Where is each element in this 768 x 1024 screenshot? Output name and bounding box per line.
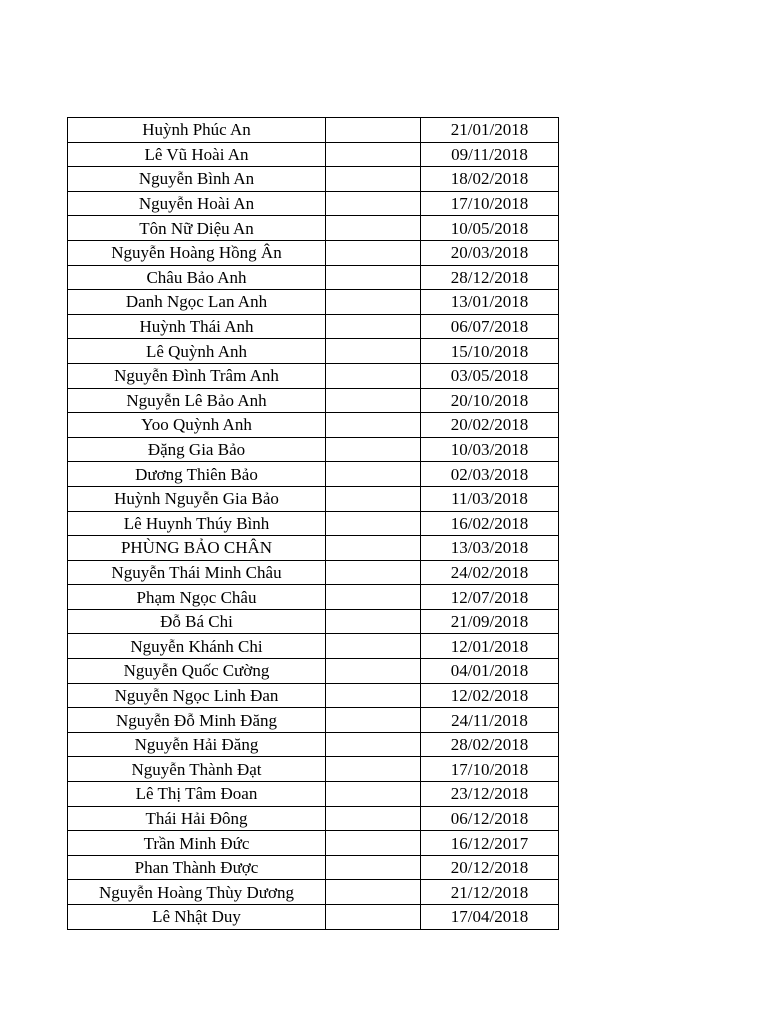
- student-name-cell: Nguyễn Thái Minh Châu: [68, 560, 326, 585]
- empty-cell: [326, 486, 421, 511]
- birth-date-cell: 15/10/2018: [421, 339, 559, 364]
- birth-date-cell: 10/03/2018: [421, 437, 559, 462]
- table-row: [68, 782, 559, 807]
- student-name-cell: Lê Huynh Thúy Bình: [68, 511, 326, 536]
- table-row: [68, 708, 559, 733]
- student-name-cell: Đỗ Bá Chi: [68, 609, 326, 634]
- student-name-cell: Nguyễn Hoài An: [68, 191, 326, 216]
- birth-date-cell: 06/07/2018: [421, 314, 559, 339]
- table-row: [68, 265, 559, 290]
- empty-cell: [326, 536, 421, 561]
- birth-date-cell: 21/12/2018: [421, 880, 559, 905]
- table-row: [68, 880, 559, 905]
- birth-date-cell: 11/03/2018: [421, 486, 559, 511]
- student-name-cell: Nguyễn Đỗ Minh Đăng: [68, 708, 326, 733]
- birth-date-cell: 18/02/2018: [421, 167, 559, 192]
- empty-cell: [326, 363, 421, 388]
- table-row: [68, 462, 559, 487]
- student-name-cell: Lê Thị Tâm Đoan: [68, 782, 326, 807]
- birth-date-cell: 20/12/2018: [421, 855, 559, 880]
- birth-date-cell: 12/01/2018: [421, 634, 559, 659]
- student-name-cell: Châu Bảo Anh: [68, 265, 326, 290]
- empty-cell: [326, 757, 421, 782]
- table-row: [68, 290, 559, 315]
- birth-date-cell: 13/01/2018: [421, 290, 559, 315]
- student-name-cell: Trần Minh Đức: [68, 831, 326, 856]
- empty-cell: [326, 142, 421, 167]
- student-table: [67, 117, 559, 930]
- table-row: [68, 634, 559, 659]
- empty-cell: [326, 659, 421, 684]
- student-name-cell: Lê Quỳnh Anh: [68, 339, 326, 364]
- birth-date-cell: 17/10/2018: [421, 191, 559, 216]
- birth-date-cell: 24/02/2018: [421, 560, 559, 585]
- empty-cell: [326, 708, 421, 733]
- table-row: [68, 855, 559, 880]
- table-row: [68, 142, 559, 167]
- empty-cell: [326, 806, 421, 831]
- empty-cell: [326, 314, 421, 339]
- student-name-cell: Lê Nhật Duy: [68, 905, 326, 930]
- table-row: [68, 609, 559, 634]
- student-name-cell: Phan Thành Được: [68, 855, 326, 880]
- student-name-cell: Nguyễn Ngọc Linh Đan: [68, 683, 326, 708]
- table-row: [68, 339, 559, 364]
- empty-cell: [326, 339, 421, 364]
- table-row: [68, 511, 559, 536]
- empty-cell: [326, 782, 421, 807]
- empty-cell: [326, 265, 421, 290]
- empty-cell: [326, 609, 421, 634]
- table-row: [68, 831, 559, 856]
- empty-cell: [326, 191, 421, 216]
- birth-date-cell: 13/03/2018: [421, 536, 559, 561]
- empty-cell: [326, 560, 421, 585]
- birth-date-cell: 04/01/2018: [421, 659, 559, 684]
- student-name-cell: Đặng Gia Bảo: [68, 437, 326, 462]
- table-row: [68, 388, 559, 413]
- table-row: [68, 486, 559, 511]
- empty-cell: [326, 831, 421, 856]
- student-name-cell: Nguyễn Quốc Cường: [68, 659, 326, 684]
- student-name-cell: Nguyễn Hoàng Hồng Ân: [68, 240, 326, 265]
- birth-date-cell: 24/11/2018: [421, 708, 559, 733]
- birth-date-cell: 17/04/2018: [421, 905, 559, 930]
- birth-date-cell: 20/02/2018: [421, 413, 559, 438]
- table-row: [68, 905, 559, 930]
- table-row: [68, 363, 559, 388]
- empty-cell: [326, 290, 421, 315]
- table-row: [68, 191, 559, 216]
- table-row: [68, 240, 559, 265]
- student-name-cell: Lê Vũ Hoài An: [68, 142, 326, 167]
- empty-cell: [326, 511, 421, 536]
- table-row: [68, 659, 559, 684]
- empty-cell: [326, 683, 421, 708]
- table-row: [68, 437, 559, 462]
- student-name-cell: Nguyễn Hải Đăng: [68, 732, 326, 757]
- student-name-cell: Nguyễn Thành Đạt: [68, 757, 326, 782]
- birth-date-cell: 20/10/2018: [421, 388, 559, 413]
- table-row: [68, 585, 559, 610]
- empty-cell: [326, 462, 421, 487]
- birth-date-cell: 23/12/2018: [421, 782, 559, 807]
- birth-date-cell: 17/10/2018: [421, 757, 559, 782]
- birth-date-cell: 16/12/2017: [421, 831, 559, 856]
- empty-cell: [326, 388, 421, 413]
- student-table-body: [68, 118, 559, 930]
- student-name-cell: Huỳnh Phúc An: [68, 118, 326, 143]
- birth-date-cell: 09/11/2018: [421, 142, 559, 167]
- empty-cell: [326, 855, 421, 880]
- table-row: [68, 118, 559, 143]
- table-row: [68, 757, 559, 782]
- birth-date-cell: 02/03/2018: [421, 462, 559, 487]
- table-row: [68, 806, 559, 831]
- student-name-cell: Nguyễn Lê Bảo Anh: [68, 388, 326, 413]
- table-row: [68, 560, 559, 585]
- student-name-cell: Yoo Quỳnh Anh: [68, 413, 326, 438]
- student-name-cell: Tôn Nữ Diệu An: [68, 216, 326, 241]
- empty-cell: [326, 634, 421, 659]
- birth-date-cell: 16/02/2018: [421, 511, 559, 536]
- student-name-cell: Nguyễn Bình An: [68, 167, 326, 192]
- birth-date-cell: 28/02/2018: [421, 732, 559, 757]
- empty-cell: [326, 240, 421, 265]
- table-row: [68, 683, 559, 708]
- birth-date-cell: 12/07/2018: [421, 585, 559, 610]
- birth-date-cell: 21/09/2018: [421, 609, 559, 634]
- student-name-cell: Nguyễn Đình Trâm Anh: [68, 363, 326, 388]
- birth-date-cell: 12/02/2018: [421, 683, 559, 708]
- empty-cell: [326, 732, 421, 757]
- empty-cell: [326, 585, 421, 610]
- empty-cell: [326, 118, 421, 143]
- empty-cell: [326, 216, 421, 241]
- empty-cell: [326, 905, 421, 930]
- student-name-cell: Phạm Ngọc Châu: [68, 585, 326, 610]
- student-name-cell: Thái Hải Đông: [68, 806, 326, 831]
- table-row: [68, 732, 559, 757]
- student-name-cell: Nguyễn Khánh Chi: [68, 634, 326, 659]
- table-row: [68, 536, 559, 561]
- table-row: [68, 167, 559, 192]
- table-row: [68, 314, 559, 339]
- table-row: [68, 216, 559, 241]
- empty-cell: [326, 167, 421, 192]
- student-name-cell: PHÙNG BẢO CHÂN: [68, 536, 326, 561]
- student-name-cell: Dương Thiên Bảo: [68, 462, 326, 487]
- table-row: [68, 413, 559, 438]
- empty-cell: [326, 880, 421, 905]
- empty-cell: [326, 413, 421, 438]
- student-name-cell: Nguyễn Hoàng Thùy Dương: [68, 880, 326, 905]
- empty-cell: [326, 437, 421, 462]
- student-name-cell: Huỳnh Thái Anh: [68, 314, 326, 339]
- student-name-cell: Danh Ngọc Lan Anh: [68, 290, 326, 315]
- student-name-cell: Huỳnh Nguyễn Gia Bảo: [68, 486, 326, 511]
- birth-date-cell: 10/05/2018: [421, 216, 559, 241]
- birth-date-cell: 20/03/2018: [421, 240, 559, 265]
- birth-date-cell: 03/05/2018: [421, 363, 559, 388]
- birth-date-cell: 06/12/2018: [421, 806, 559, 831]
- birth-date-cell: 28/12/2018: [421, 265, 559, 290]
- birth-date-cell: 21/01/2018: [421, 118, 559, 143]
